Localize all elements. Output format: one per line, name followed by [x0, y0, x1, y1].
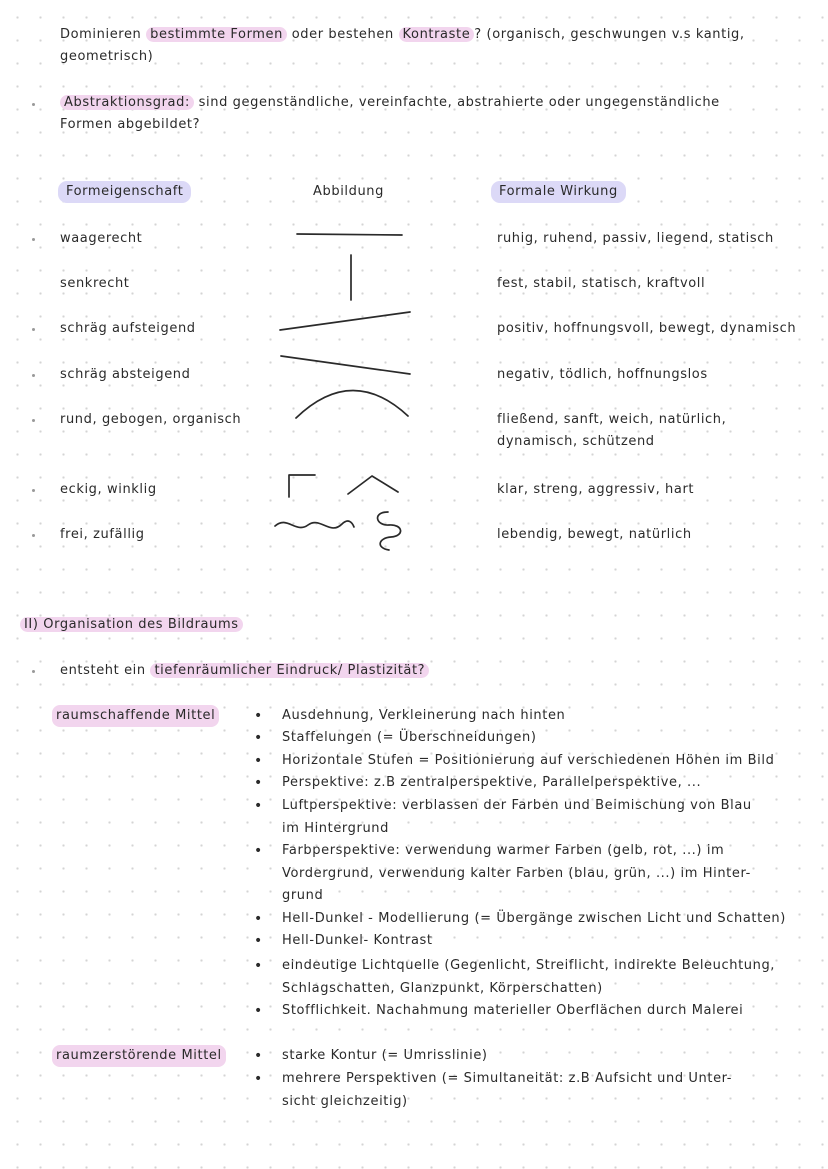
row-property: frei, zufällig	[60, 527, 145, 542]
peak-drawing	[348, 476, 398, 494]
row-effect: ruhig, ruhend, passiv, liegend, statisch	[497, 231, 774, 246]
section-heading-text: II) Organisation des Bildraums	[20, 617, 243, 632]
question-forms-text: oder bestehen	[287, 27, 399, 42]
list-item: Horizontale Stufen = Positionierung auf verschiedenen Höhen im Bild	[282, 753, 775, 768]
question-forms-text: ? (organisch, geschwungen v.s kantig,	[474, 27, 745, 42]
bullet-icon: •	[254, 730, 263, 746]
bullet-icon: •	[254, 1071, 263, 1087]
list-item: Ausdehnung, Verkleinerung nach hinten	[282, 708, 566, 723]
horizontal-line-drawing	[297, 234, 402, 235]
label-spatial-means: raumschaffende Mittel	[52, 705, 219, 727]
bullet-dot	[32, 670, 35, 673]
row-property: waagerecht	[60, 231, 143, 246]
list-item: Hell-Dunkel - Modellierung (= Übergänge zwischen Licht und Schatten)	[282, 911, 786, 926]
row-effect: lebendig, bewegt, natürlich	[497, 527, 692, 542]
bullet-icon: •	[254, 798, 263, 814]
question-depth-text: entsteht ein	[60, 663, 151, 678]
row-effect-line2: dynamisch, schützend	[497, 434, 655, 449]
label-destroy-means: raumzerstörende Mittel	[52, 1045, 226, 1067]
list-item: starke Kontur (= Umrisslinie)	[282, 1048, 488, 1063]
falling-line-drawing	[281, 356, 410, 374]
row-effect: negativ, tödlich, hoffnungslos	[497, 367, 708, 382]
row-effect: fließend, sanft, weich, natürlich,	[497, 412, 727, 427]
row-effect: positiv, hoffnungsvoll, bewegt, dynamisch	[497, 321, 797, 336]
question-forms-line2: geometrisch)	[60, 49, 154, 64]
list-item: Schlagschatten, Glanzpunkt, Körperschatten)	[282, 980, 603, 996]
list-item: Luftperspektive: verblassen der Farben und Beimischung von Blau	[282, 798, 752, 813]
header-effect: Formale Wirkung	[491, 181, 626, 203]
bullet-icon: •	[254, 708, 263, 724]
list-item: Stofflichkeit. Nachahmung materieller Oberflächen durch Malerei	[282, 1003, 744, 1018]
bullet-icon: •	[254, 1048, 263, 1064]
curve-drawing	[296, 390, 408, 418]
bullet-icon: •	[254, 933, 263, 949]
header-property: Formeigenschaft	[58, 181, 191, 203]
angle-drawing	[289, 475, 315, 497]
question-depth	[60, 660, 429, 682]
list-item: im Hintergrund	[282, 820, 389, 836]
list-item: sicht gleichzeitig)	[282, 1093, 408, 1109]
list-item: grund	[282, 888, 324, 903]
question-forms-text: Dominieren	[60, 27, 147, 42]
question-abstraction-line2: Formen abgebildet?	[60, 117, 201, 132]
highlight-depth: tiefenräumlicher Eindruck/ Plastizität?	[150, 663, 429, 678]
highlight-abstraction: Abstraktionsgrad:	[60, 95, 194, 110]
list-item: mehrere Perspektiven (= Simultaneität: z.B Aufsicht und Unter-	[282, 1071, 733, 1086]
row-property: schräg absteigend	[60, 367, 191, 382]
section-heading	[20, 614, 243, 636]
bullet-icon: •	[254, 1003, 263, 1019]
list-item: Perspektive: z.B zentralperspektive, Parallelperspektive, ...	[282, 775, 702, 790]
bullet-icon: •	[254, 753, 263, 769]
list-item: Hell-Dunkel- Kontrast	[282, 933, 433, 948]
bullet-icon: •	[254, 775, 263, 791]
bullet-icon: •	[254, 843, 263, 859]
row-effect: klar, streng, aggressiv, hart	[497, 482, 695, 497]
question-abstraction-text: sind gegenständliche, vereinfachte, abstrahierte oder ungegenständliche	[193, 95, 720, 110]
squiggle-drawing	[378, 512, 401, 550]
list-item: Vordergrund, verwendung kalter Farben (blau, grün, ...) im Hinter-	[282, 865, 751, 881]
row-property: senkrecht	[60, 276, 130, 291]
highlight-forms: bestimmte Formen	[146, 27, 287, 42]
list-item: Farbperspektive: verwendung warmer Farben (gelb, rot, ...) im	[282, 843, 725, 858]
wave-drawing	[275, 521, 354, 528]
header-image: Abbildung	[313, 184, 385, 199]
highlight-contrasts: Kontraste	[399, 27, 475, 42]
bullet-icon: •	[254, 911, 263, 927]
list-item: eindeutige Lichtquelle (Gegenlicht, Streiflicht, indirekte Beleuchtung,	[282, 958, 776, 973]
row-property: rund, gebogen, organisch	[60, 412, 242, 427]
row-effect: fest, stabil, statisch, kraftvoll	[497, 276, 706, 291]
rising-line-drawing	[280, 312, 410, 330]
bullet-icon: •	[254, 958, 263, 974]
row-property: eckig, winklig	[60, 482, 157, 497]
list-item: Staffelungen (= Überschneidungen)	[282, 730, 537, 745]
row-property: schräg aufsteigend	[60, 321, 196, 336]
